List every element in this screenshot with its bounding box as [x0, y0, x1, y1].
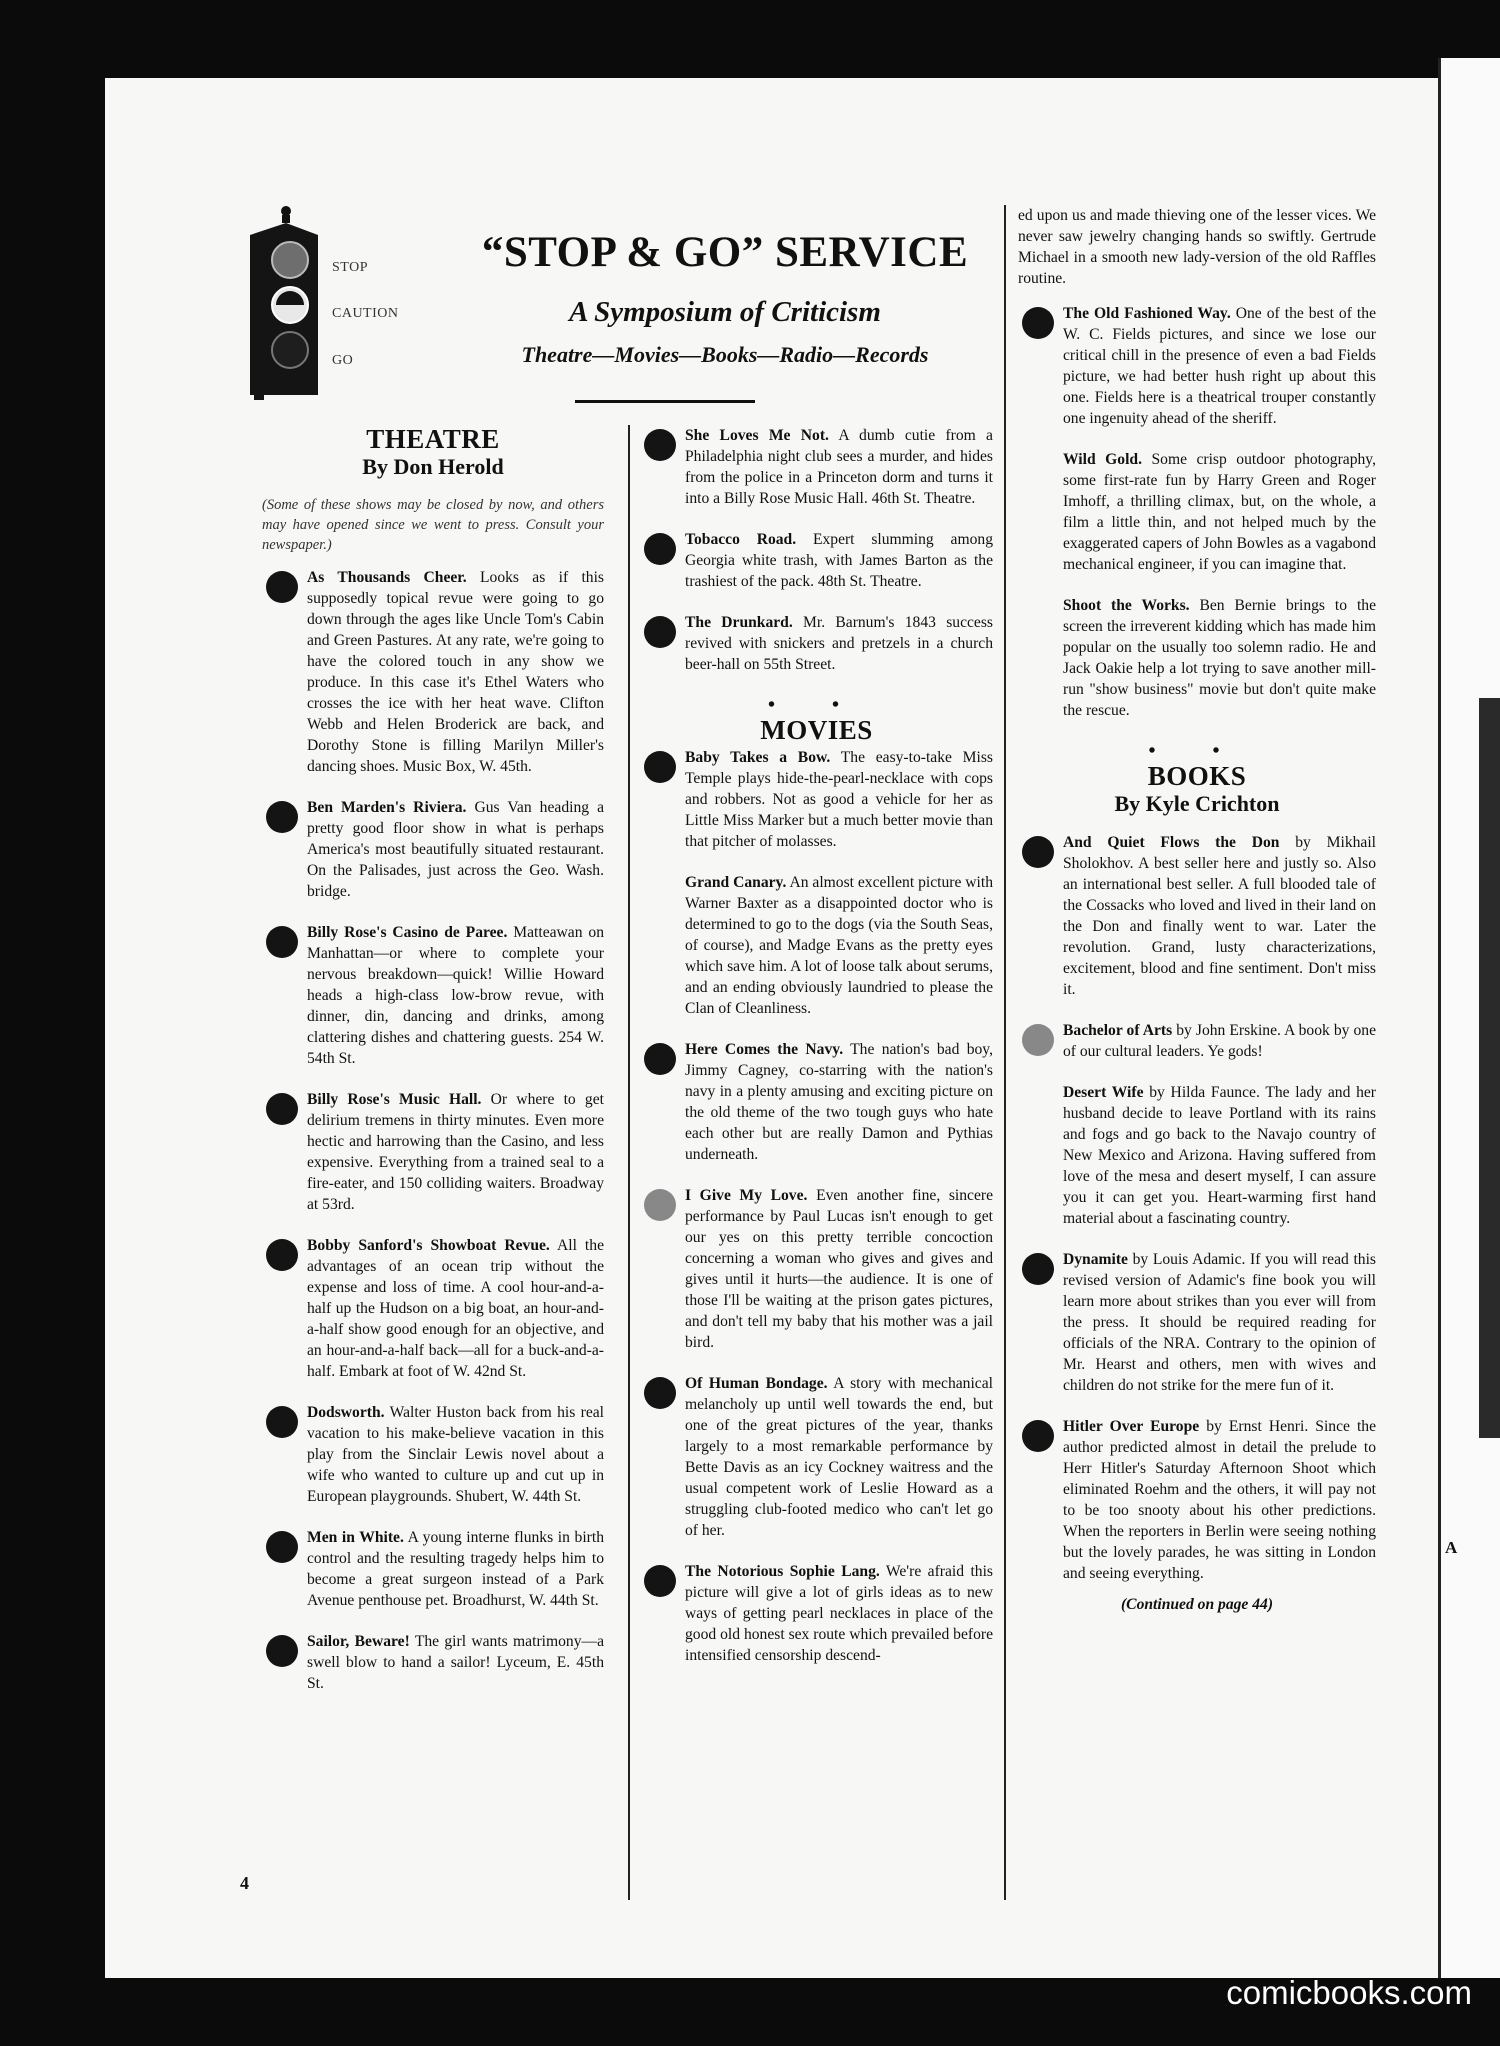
rating-dot-icon — [1022, 307, 1054, 339]
review-title: Dynamite — [1063, 1251, 1128, 1268]
review-title: Grand Canary. — [685, 874, 787, 891]
review-text: Looks as if this supposedly topical revue were going to go down through the ages like Uncle Tom's Cabin and Green Pastures. At any rate, we're going to have the colored touch in any show we produce. In this case it's Ethel Waters who crosses the ice with her heat wave. Clifton Webb and Helen Broderick are back, and Dorothy Stone is filling Marilyn Miller's dancing shoes. Music Box, W. 45th. — [307, 569, 604, 775]
page-title: “STOP & GO” SERVICE — [481, 229, 969, 276]
review-text: Gus Van heading a pretty good floor show in what is perhaps America's most beautifully situated restaurant. On the Palisades, just across the Geo. Wash. bridge. — [307, 799, 605, 900]
review-text: Matteawan on Manhattan—or where to complete your nervous breakdown—quick! Willie Howard heads a high-class low-brow revue, with dinner, din, dancing and drinks, among clattering dishes and chattering guests. 254 W. 54th St. — [307, 924, 604, 1067]
review-title: Of Human Bondage. — [685, 1375, 828, 1392]
review-title: Hitler Over Europe — [1063, 1418, 1200, 1435]
review-text: We're afraid this picture will give a lot of girls ideas as to new ways of getting pearl necklaces in place of the good old honest sex route which prevailed before intensified censorship descend- — [685, 1563, 993, 1664]
review-title: Sailor, Beware! — [307, 1633, 410, 1650]
review-text: Ben Bernie brings to the screen the irreverent kidding which has made him popular on the usually too solemn radio. He and Jack Oakie help a lot trying to save another mill-run "show business" movie but don't quite make the rescue. — [1063, 597, 1376, 719]
rating-dot-icon — [644, 429, 676, 461]
review-title: The Drunkard. — [685, 614, 793, 631]
rating-dot-icon — [266, 926, 298, 958]
theatre-byline: By Don Herold — [362, 454, 504, 479]
review-text: The lady and her husband decide to leave Portland with its rains and fogs and go back to the Navajo country of New Mexico and Arizona. Having suffered from love of the mesa and desert myself, I can assure you it can get you. Heart-warming first hand material about a fascinating country. — [1063, 1084, 1377, 1227]
facing-page-edge — [1438, 58, 1500, 1978]
review-title: Billy Rose's Music Hall. — [307, 1091, 482, 1108]
review-title: Baby Takes a Bow. — [685, 749, 831, 766]
review-title: Bachelor of Arts — [1063, 1022, 1173, 1039]
rating-dot-icon — [266, 1093, 298, 1125]
signal-label-stop: STOP — [332, 260, 368, 275]
review-author: by John Erskine. — [1176, 1022, 1281, 1039]
review-author: by Mikhail Sholokhov. — [1063, 834, 1376, 872]
rating-dot-icon — [644, 751, 676, 783]
facing-page-photo — [1479, 698, 1500, 1438]
review-text: Some crisp outdoor photography, some first-rate fun by Harry Green and Roger Imhoff, a thrilling climax, but, on the whole, a film a little thin, and not helped much by the exaggerated capers of John Bowles as a vagabond mechanical engineer, if you can imagine that. — [1063, 451, 1376, 573]
review-title: Bobby Sanford's Showboat Revue. — [307, 1237, 550, 1254]
review-author: by Ernst Henri. — [1206, 1418, 1309, 1435]
section-divider: • • — [767, 694, 865, 716]
column-2 — [640, 425, 993, 1686]
review-title: She Loves Me Not. — [685, 427, 829, 444]
review-author: by Hilda Faunce. — [1149, 1084, 1260, 1101]
review-title: I Give My Love. — [685, 1187, 808, 1204]
signal-label-go: GO — [332, 353, 354, 368]
review-title: Shoot the Works. — [1063, 597, 1190, 614]
review-text: A dumb cutie from a Philadelphia night club sees a murder, and hides from the police in a Princeton dorm and turns it into a Billy Rose Music Hall. 46th St. Theatre. — [685, 427, 993, 507]
review-text: Even another fine, sincere performance by Paul Lucas isn't enough to get our yes on this pretty terrible concoction concerning a woman who gives and gives and gives until it hurts—the audience. It is one of those I'll be waiting at the prison gates pictures, and don't tell my baby that his mother was a jail bird. — [685, 1187, 994, 1351]
review-entry — [1018, 449, 1376, 575]
review-text: One of the best of the W. C. Fields pictures, and since we lose our critical chill in the presence of even a bad Fields picture, we had better hush right up about this one. Fields here is a theatrical trouper constantly one ingenuity ahead of the sheriff. — [1063, 305, 1376, 427]
review-entry — [640, 425, 993, 509]
column-3 — [1018, 205, 1376, 1615]
page-subtitle: A Symposium of Criticism — [569, 296, 881, 328]
column-1 — [262, 425, 604, 1714]
review-title: Wild Gold. — [1063, 451, 1142, 468]
review-entry — [1018, 832, 1376, 1000]
review-entry — [262, 922, 604, 1069]
review-title: Dodsworth. — [307, 1404, 385, 1421]
rating-dot-icon — [644, 1565, 676, 1597]
review-entry — [640, 612, 993, 675]
review-text: A story with mechanical melancholy up until well towards the end, but one of the great pictures of the year, thanks largely to a most remarkable performance by Bette Davis as an icy Cockney waitress and the usual competent work of Leslie Howard as a struggling club-footed medico who can't let go of her. — [685, 1375, 993, 1539]
review-entry — [640, 1561, 993, 1666]
review-text: A young interne flunks in birth control and the resulting tragedy helps him to become a great surgeon instead of a Park Avenue penthouse pet. Broadhurst, W. 44th St. — [307, 1529, 604, 1609]
books-heading: BOOKS — [1147, 761, 1247, 791]
review-author: by Louis Adamic. — [1132, 1251, 1246, 1268]
review-entry — [640, 747, 993, 852]
review-text: A best seller here and justly so. Also an international best seller. A full blooded tale of the Cossacks who loved and lived in their land on the Don and finally went to war. Later the revolution. Grand, lusty characterizations, excitement, blood and fine sentiment. Don't miss it. — [1063, 855, 1376, 998]
traffic-signal-icon — [246, 205, 320, 405]
facing-page-letter: A — [1445, 1538, 1458, 1557]
rating-dot-icon — [1022, 1086, 1054, 1118]
review-text: An almost excellent picture with Warner Baxter as a disappointed doctor who is determined to go to the dogs (via the South Seas, of course), and Madge Evans as the pretty eyes which save him. A lot of loose talk about serums, and an ending obviously laundried to please the Clan of Cleanliness. — [685, 874, 993, 1017]
review-title: Billy Rose's Casino de Paree. — [307, 924, 508, 941]
signal-label-caution: CAUTION — [332, 306, 399, 321]
review-entry — [1018, 1020, 1376, 1062]
rating-dot-icon — [644, 533, 676, 565]
review-entry — [262, 1527, 604, 1611]
section-list: Theatre—Movies—Books—Radio—Records — [521, 342, 929, 367]
rating-dot-icon — [1022, 1253, 1054, 1285]
review-entry — [262, 1235, 604, 1382]
review-text: The easy-to-take Miss Temple plays hide-the-pearl-necklace with cops and robbers. Not as good a vehicle for her as Little Miss Marker but a much better movie than that pitcher of molasses. — [685, 749, 993, 850]
rating-dot-icon — [1022, 836, 1054, 868]
rating-dot-icon — [1022, 453, 1054, 485]
review-entry — [1018, 1416, 1376, 1584]
title-rule — [575, 400, 755, 403]
review-text: A book by one of our cultural leaders. Ye gods! — [1063, 1022, 1376, 1060]
review-text: All the advantages of an ocean trip without the expense and loss of time. A cool hour-and-a-half up the Hudson on a big boat, an hour-and-a-half show good enough for an objective, and an hour-and-a-half back—all for a buck-and-a-half. Embark at foot of W. 42nd St. — [307, 1237, 604, 1380]
rating-dot-icon — [644, 1189, 676, 1221]
review-entry — [1018, 595, 1376, 721]
review-entry — [1018, 1082, 1376, 1229]
rating-dot-icon — [266, 801, 298, 833]
review-entry — [640, 1185, 993, 1353]
review-entry — [640, 529, 993, 592]
review-text: If you will read this revised version of Adamic's fine book you will learn more about strikes than you ever will from the press. It should be required reading for officials of the NRA. Contrary to the opinion of Mr. Hearst and others, men with wives and children do not strike for the mere fun of it. — [1063, 1251, 1376, 1394]
review-text: Or where to get delirium tremens in thirty minutes. Even more hectic and harrowing than the Casino, and less expensive. Everything from a trained seal to a fire-eater, and 150 colliding waiters. Broadway at 53rd. — [307, 1091, 604, 1213]
movies-heading: MOVIES — [760, 715, 873, 745]
continued-text: ed upon us and made thieving one of the lesser vices. We never saw jewelry changing hands so swiftly. Gertrude Michael in a smooth new lady-version of the old Raffles routine. — [1018, 207, 1376, 287]
review-entry — [640, 1373, 993, 1541]
rating-dot-icon — [644, 876, 676, 908]
review-title: Ben Marden's Riviera. — [307, 799, 467, 816]
rating-dot-icon — [644, 616, 676, 648]
books-byline: By Kyle Crichton — [1114, 791, 1280, 816]
column-rule-1 — [628, 425, 630, 1900]
review-text: Mr. Barnum's 1843 success revived with snickers and pretzels in a church beer-hall on 55th Street. — [685, 614, 993, 673]
continued-note: (Continued on page 44) — [1120, 1596, 1274, 1613]
rating-dot-icon — [266, 1635, 298, 1667]
watermark: comicbooks.com — [1226, 1974, 1472, 2011]
rating-dot-icon — [266, 571, 298, 603]
review-entry — [262, 797, 604, 902]
rating-dot-icon — [266, 1531, 298, 1563]
review-entry — [262, 1631, 604, 1694]
theatre-heading: THEATRE — [366, 424, 500, 454]
review-entry — [262, 1402, 604, 1507]
page-number: 4 — [240, 1873, 249, 1893]
review-text: The nation's bad boy, Jimmy Cagney, co-starring with the nation's navy in a plenty amusing and exciting picture on the old theme of the two tough guys who hate each other but are really Damon and Pythias underneath. — [685, 1041, 993, 1163]
review-entry — [1018, 1249, 1376, 1396]
rating-dot-icon — [644, 1043, 676, 1075]
column-rule-2 — [1004, 205, 1006, 1900]
review-title: Here Comes the Navy. — [685, 1041, 844, 1058]
rating-dot-icon — [1022, 599, 1054, 631]
review-title: And Quiet Flows the Don — [1063, 834, 1280, 851]
review-title: Tobacco Road. — [685, 531, 797, 548]
theatre-note: (Some of these shows may be closed by now, and others may have opened since we went to press. Consult your newspaper.) — [262, 497, 604, 553]
review-title: As Thousands Cheer. — [307, 569, 467, 586]
review-entry — [640, 872, 993, 1019]
review-text: Expert slumming among Georgia white trash, with James Barton as the trashiest of the pack. 48th St. Theatre. — [685, 531, 993, 590]
section-divider: • • — [1148, 740, 1246, 762]
rating-dot-icon — [1022, 1420, 1054, 1452]
rating-dot-icon — [644, 1377, 676, 1409]
rating-dot-icon — [1022, 1024, 1054, 1056]
rating-dot-icon — [266, 1406, 298, 1438]
review-entry — [262, 567, 604, 777]
review-entry — [1018, 303, 1376, 429]
review-text: Since the author predicted almost in detail the prelude to Herr Hitler's Saturday Afternoon Shoot which eliminated Roehm and the others, it will pay not to be too snooty about his other predictions. When the reporters in Berlin were seeing nothing but the lovely parades, he was sitting in London and seeing everything. — [1063, 1418, 1377, 1582]
review-title: The Old Fashioned Way. — [1063, 305, 1231, 322]
rating-dot-icon — [266, 1239, 298, 1271]
review-text: Walter Huston back from his real vacation to his make-believe vacation in this play from the Sinclair Lewis novel about a wife who wanted to culture up and cut up in European playgrounds. Shubert, W. 44th St. — [307, 1404, 604, 1505]
review-text: The girl wants matrimony—a swell blow to hand a sailor! Lyceum, E. 45th St. — [307, 1633, 605, 1692]
review-title: Men in White. — [307, 1529, 404, 1546]
review-title: The Notorious Sophie Lang. — [685, 1563, 880, 1580]
review-title: Desert Wife — [1063, 1084, 1144, 1101]
review-entry — [640, 1039, 993, 1165]
review-entry — [262, 1089, 604, 1215]
